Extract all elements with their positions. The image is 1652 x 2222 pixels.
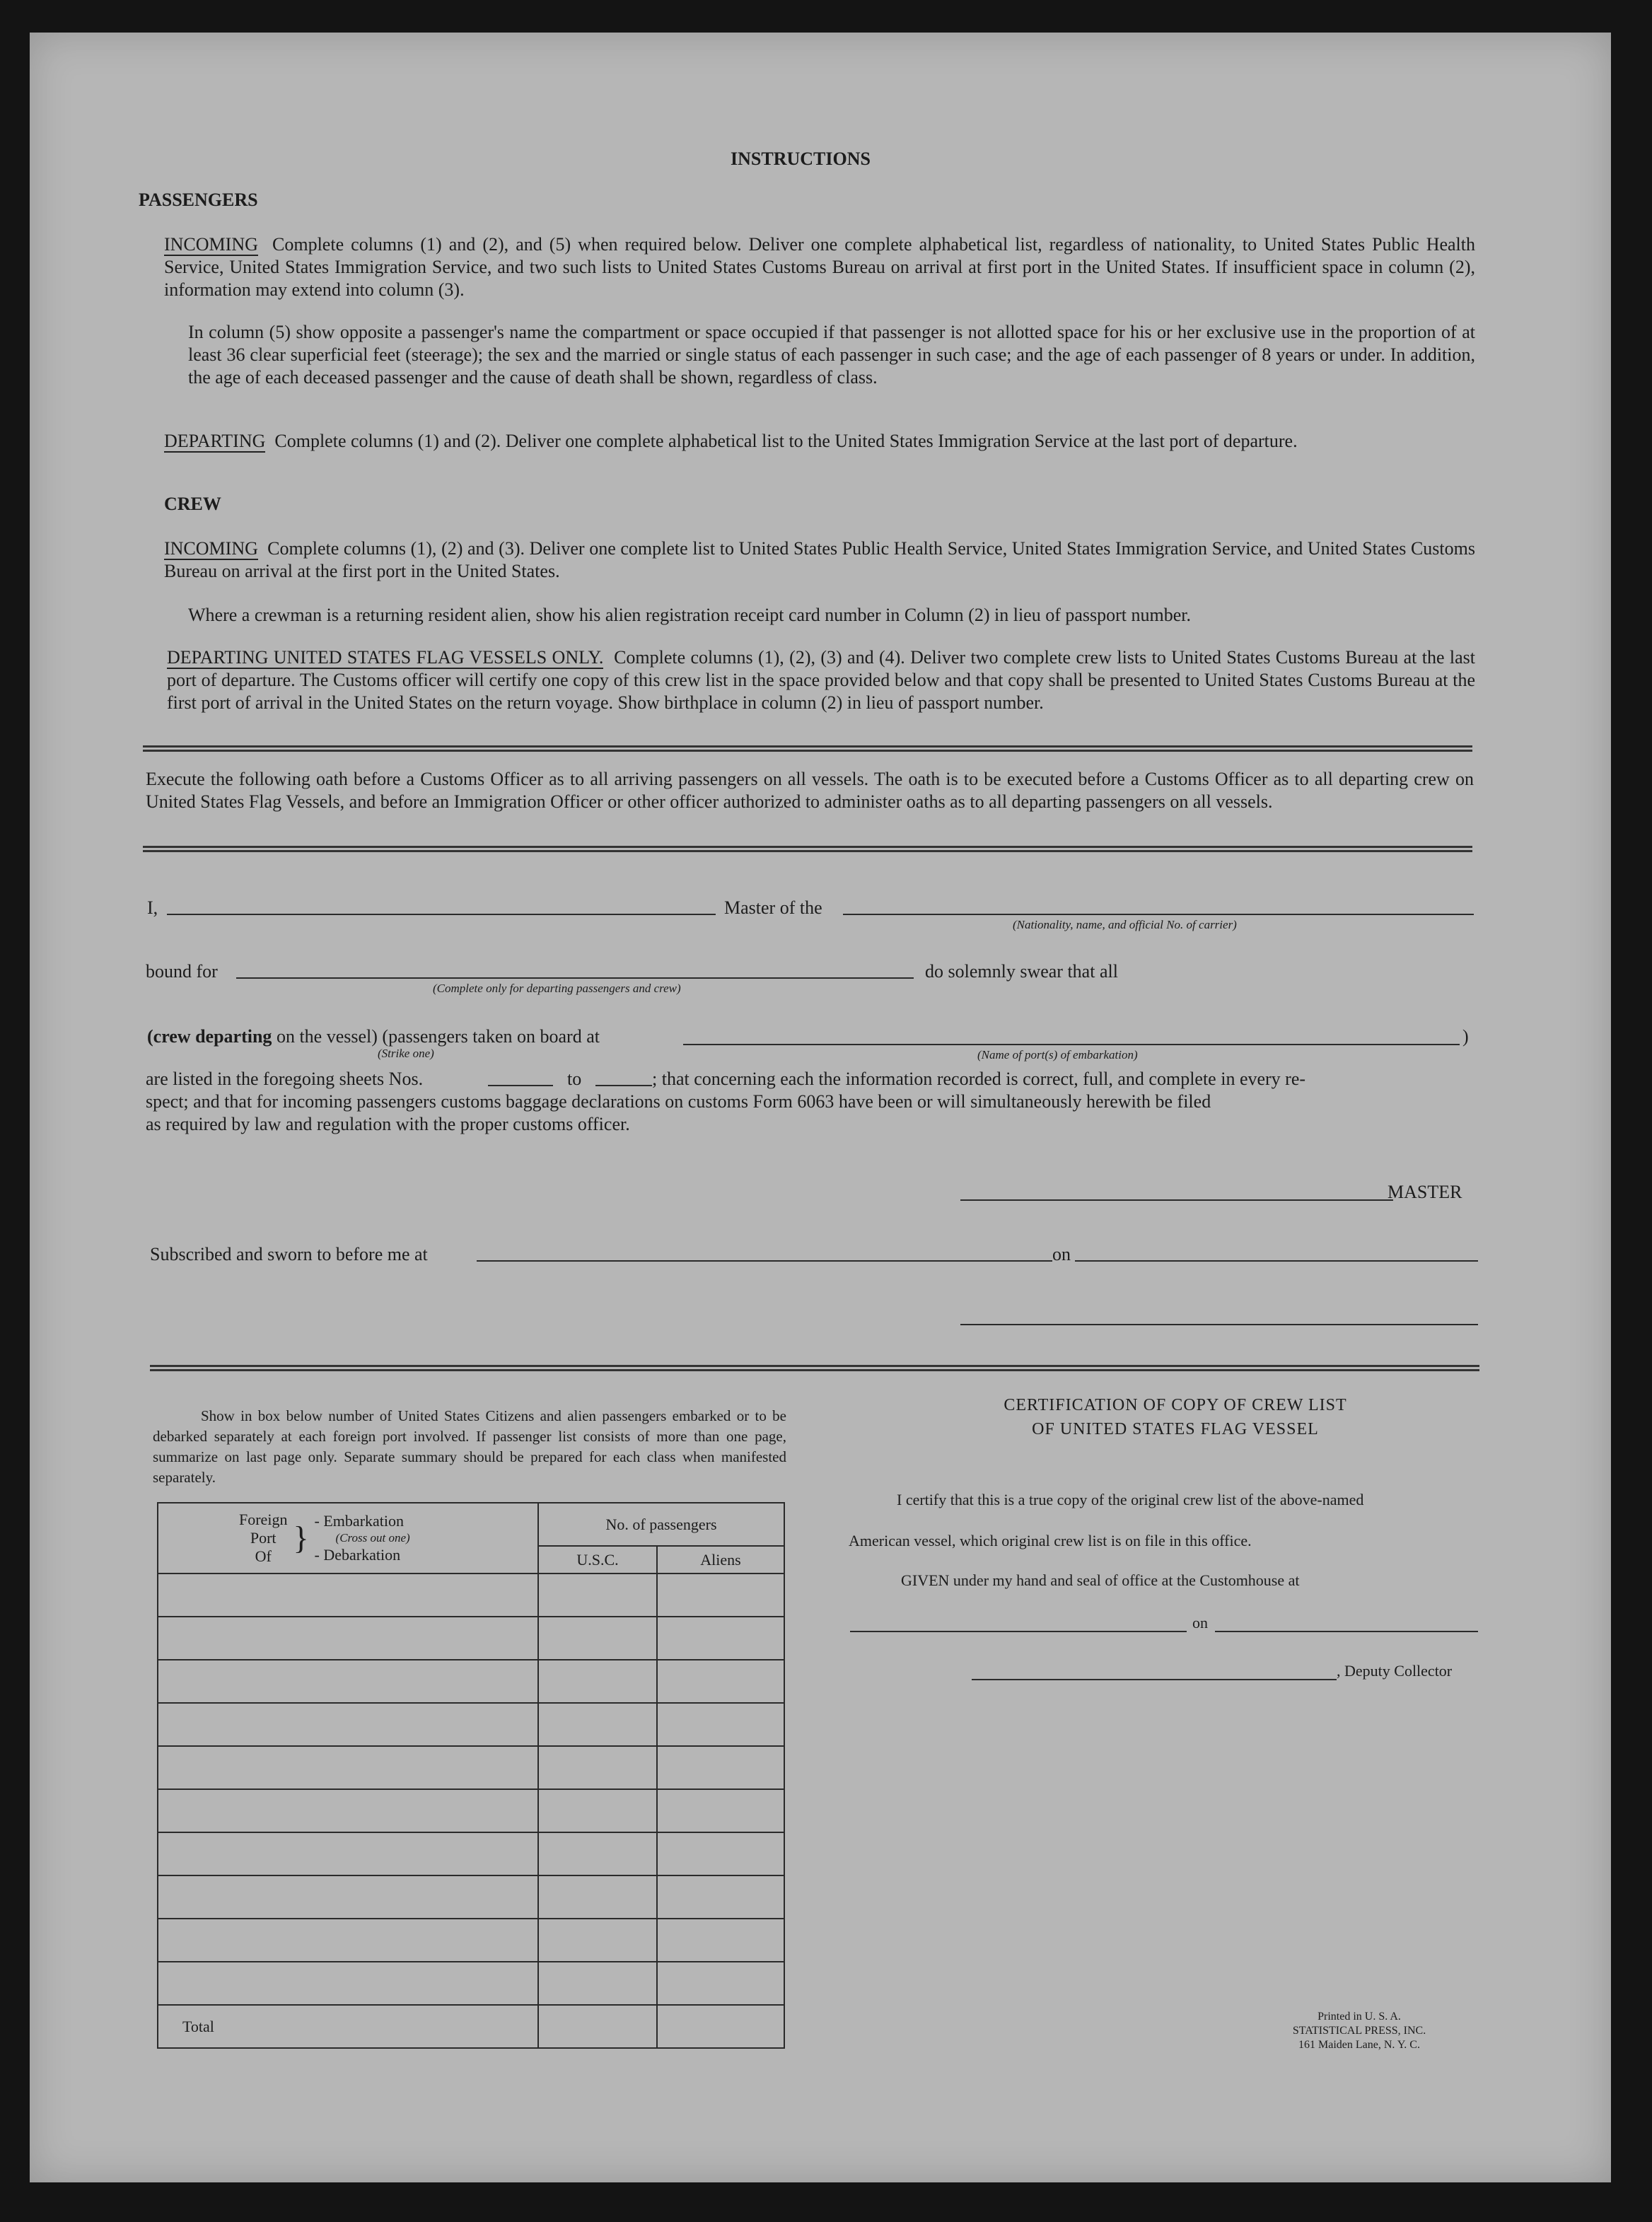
listed-sheets-label: are listed in the foregoing sheets Nos.	[146, 1069, 424, 1089]
customhouse-field[interactable]	[850, 1631, 1187, 1632]
aliens-cell[interactable]	[657, 1746, 784, 1789]
passengers-incoming-text: Complete columns (1) and (2), and (5) when required below. Deliver one complete alphabetical list, regardless of nationality, to United States Public Health Service, United States Immigration Service, and two such lists to United States Customs Bureau on arrival at first port in the United States. If insufficient space in column (2), information may extend into column (3).	[164, 234, 1475, 300]
port-header-cell	[158, 1503, 538, 1574]
aliens-cell[interactable]	[657, 1919, 784, 1962]
crew-incoming-label: INCOMING	[164, 538, 258, 559]
no-passengers-header: No. of passengers	[538, 1503, 784, 1546]
table-row	[158, 1660, 784, 1703]
embarkation-label: - Embarkation	[314, 1512, 405, 1530]
crew-incoming-text: Complete columns (1), (2) and (3). Deliver one complete list to United States Public Health Service, United States Immigration Service, and United States Customs Bureau on arrival at the first port in the United States.	[164, 538, 1475, 581]
page-title: INSTRUCTIONS	[731, 149, 871, 169]
usc-cell[interactable]	[538, 1919, 657, 1962]
sworn-place-field[interactable]	[477, 1260, 1052, 1262]
foreign-label: Foreign	[239, 1511, 288, 1528]
listed-line2: spect; and that for incoming passengers customs baggage declarations on customs Form 6063 have been or will simultaneously herewith be filed	[146, 1091, 1211, 1112]
passengers-incoming-label: INCOMING	[164, 234, 258, 255]
port-label: Port	[250, 1529, 277, 1547]
passengers-departing-label: DEPARTING	[164, 431, 266, 451]
section-divider	[150, 1365, 1479, 1371]
passengers-incoming-paragraph	[164, 233, 1475, 301]
aliens-header: Aliens	[657, 1546, 784, 1574]
certification-line-3: GIVEN under my hand and seal of office at the Customhouse at	[901, 1571, 1300, 1589]
sworn-date-field[interactable]	[1075, 1260, 1478, 1262]
strike-note: (Strike one)	[378, 1047, 434, 1060]
form-page	[30, 33, 1611, 2182]
table-row	[158, 1962, 784, 2005]
aliens-cell[interactable]	[657, 1703, 784, 1746]
section-divider	[143, 846, 1472, 852]
carrier-field[interactable]	[843, 914, 1474, 915]
passengers-departing-text: Complete columns (1) and (2). Deliver one complete alphabetical list to the United States Immigration Service at the last port of departure.	[274, 431, 1298, 451]
listed-line3: as required by law and regulation with the proper customs officer.	[146, 1114, 630, 1134]
usc-cell[interactable]	[538, 1574, 657, 1617]
crew-resident-paragraph: Where a crewman is a returning resident alien, show his alien registration receipt card number in Column (2) in lieu of passport number.	[188, 605, 1192, 625]
port-cell[interactable]	[158, 1919, 538, 1962]
total-label: Total	[158, 2005, 538, 2048]
of-label: Of	[255, 1547, 272, 1565]
crew-passenger-line	[147, 1025, 600, 1048]
bound-for-field[interactable]	[236, 977, 914, 979]
bound-for-label: bound for	[146, 961, 218, 982]
printer-line-1: Printed in U. S. A.	[1317, 2011, 1401, 2023]
port-cell[interactable]	[158, 1660, 538, 1703]
certification-line-2: American vessel, which original crew list is on file in this office.	[849, 1532, 1252, 1549]
usc-cell[interactable]	[538, 1875, 657, 1919]
oath-instruction: Execute the following oath before a Customs Officer as to all arriving passengers on all vessels. The oath is to be executed before a Customs Officer as to all departing crew on United States Flag Vessels, and before an Immigration Officer or other officer authorized to administer oaths as to all departing passengers on all vessels.	[146, 769, 1474, 812]
usc-cell[interactable]	[538, 1789, 657, 1832]
crew-heading: CREW	[164, 494, 221, 514]
aliens-cell[interactable]	[657, 1962, 784, 2005]
port-cell[interactable]	[158, 1875, 538, 1919]
cert-date-field[interactable]	[1215, 1631, 1478, 1632]
master-of-label: Master of the	[724, 897, 822, 918]
passengers-departing-paragraph	[164, 430, 1475, 453]
table-row	[158, 1574, 784, 1617]
table-row	[158, 1919, 784, 1962]
cross-out-note: (Cross out one)	[335, 1531, 410, 1545]
sheet-to-field[interactable]	[595, 1085, 652, 1086]
close-paren: )	[1462, 1026, 1469, 1047]
on-vessel-text: on the vessel)	[276, 1026, 378, 1047]
port-cell[interactable]	[158, 1789, 538, 1832]
port-note: (Name of port(s) of embarkation)	[977, 1048, 1138, 1061]
port-cell[interactable]	[158, 1962, 538, 2005]
crew-incoming-paragraph	[164, 537, 1475, 583]
sheet-from-field[interactable]	[488, 1085, 553, 1086]
usc-cell[interactable]	[538, 1832, 657, 1875]
port-cell[interactable]	[158, 1574, 538, 1617]
usc-cell[interactable]	[538, 1617, 657, 1660]
table-row	[158, 1703, 784, 1746]
to-label: to	[567, 1069, 582, 1089]
usc-cell[interactable]	[538, 1660, 657, 1703]
usc-cell[interactable]	[538, 1746, 657, 1789]
crew-departing-paragraph	[167, 646, 1475, 714]
port-cell[interactable]	[158, 1746, 538, 1789]
on-label: on	[1052, 1244, 1071, 1264]
cert-on-label: on	[1192, 1614, 1208, 1631]
passengers-heading: PASSENGERS	[139, 190, 258, 210]
crew-departing-option: (crew departing	[147, 1026, 272, 1047]
master-signature-field[interactable]	[960, 1199, 1393, 1201]
master-name-field[interactable]	[167, 914, 716, 915]
aliens-cell[interactable]	[657, 1789, 784, 1832]
printer-imprint	[1260, 2010, 1458, 2052]
table-row	[158, 1617, 784, 1660]
total-aliens-cell[interactable]	[657, 2005, 784, 2048]
table-row	[158, 1789, 784, 1832]
summary-instruction: Show in box below number of United States Citizens and alien passengers embarked or to be debarked separately at each foreign port involved. If passenger list consists of more than one page, summarize on last page only. Separate summary should be prepared for each class when manifested separately.	[153, 1407, 786, 1486]
certification-heading-2: OF UNITED STATES FLAG VESSEL	[1032, 1420, 1319, 1438]
table-row	[158, 1875, 784, 1919]
port-cell[interactable]	[158, 1832, 538, 1875]
aliens-cell[interactable]	[657, 1574, 784, 1617]
oath-i-label: I,	[147, 897, 158, 918]
deputy-signature-field[interactable]	[972, 1679, 1337, 1680]
crew-departing-text: Complete columns (1), (2), (3) and (4). Deliver two complete crew lists to United States Customs Bureau at the last port of departure. The Customs officer will certify one copy of this crew list in the space provided below and that copy shall be presented to United States Customs Bureau at the first port of arrival in the United States on the return voyage. Show birthplace in column (2) in lieu of passport number.	[167, 647, 1476, 713]
usc-cell[interactable]	[538, 1703, 657, 1746]
passenger-summary-table	[157, 1502, 785, 2049]
bound-note: (Complete only for departing passengers and crew)	[433, 982, 681, 995]
total-usc-cell[interactable]	[538, 2005, 657, 2048]
aliens-cell[interactable]	[657, 1617, 784, 1660]
port-cell[interactable]	[158, 1703, 538, 1746]
aliens-cell[interactable]	[657, 1660, 784, 1703]
table-header-row	[158, 1503, 784, 1546]
certification-heading-1: CERTIFICATION OF COPY OF CREW LIST	[1004, 1396, 1347, 1414]
crew-departing-label: DEPARTING UNITED STATES FLAG VESSELS ONLY.	[167, 647, 604, 668]
officer-signature-field[interactable]	[960, 1324, 1478, 1325]
carrier-note: (Nationality, name, and official No. of carrier)	[1013, 918, 1237, 931]
passengers-taken-option: (passengers taken on board at	[382, 1026, 600, 1047]
table-row	[158, 1832, 784, 1875]
brace-icon: }	[293, 1520, 309, 1556]
usc-cell[interactable]	[538, 1962, 657, 2005]
printer-line-2: STATISTICAL PRESS, INC.	[1292, 2025, 1426, 2037]
port-cell[interactable]	[158, 1617, 538, 1660]
total-row	[158, 2005, 784, 2048]
subscribed-label: Subscribed and sworn to before me at	[150, 1244, 428, 1264]
aliens-cell[interactable]	[657, 1832, 784, 1875]
deputy-collector-label: , Deputy Collector	[1337, 1662, 1453, 1680]
listed-rest-text: ; that concerning each the information recorded is correct, full, and complete in every re-	[652, 1069, 1306, 1089]
usc-header: U.S.C.	[538, 1546, 657, 1574]
passengers-column5-paragraph: In column (5) show opposite a passenger's name the compartment or space occupied if that passenger is not allotted space for his or her exclusive use in the proportion of at least 36 clear superficial feet (steerage); the sex and the married or single status of each passenger in such case; and the age of each passenger of 8 years or under. In addition, the age of each deceased passenger and the cause of death shall be shown, regardless of class.	[188, 322, 1475, 388]
swear-label: do solemnly swear that all	[925, 961, 1118, 982]
table-row	[158, 1746, 784, 1789]
debarkation-label: - Debarkation	[314, 1546, 401, 1564]
embarkation-port-field[interactable]	[683, 1044, 1460, 1045]
master-label: MASTER	[1388, 1182, 1462, 1202]
printer-line-3: 161 Maiden Lane, N. Y. C.	[1298, 2039, 1420, 2051]
section-divider	[143, 745, 1472, 752]
aliens-cell[interactable]	[657, 1875, 784, 1919]
certification-line-1: I certify that this is a true copy of the original crew list of the above-named	[897, 1491, 1364, 1508]
